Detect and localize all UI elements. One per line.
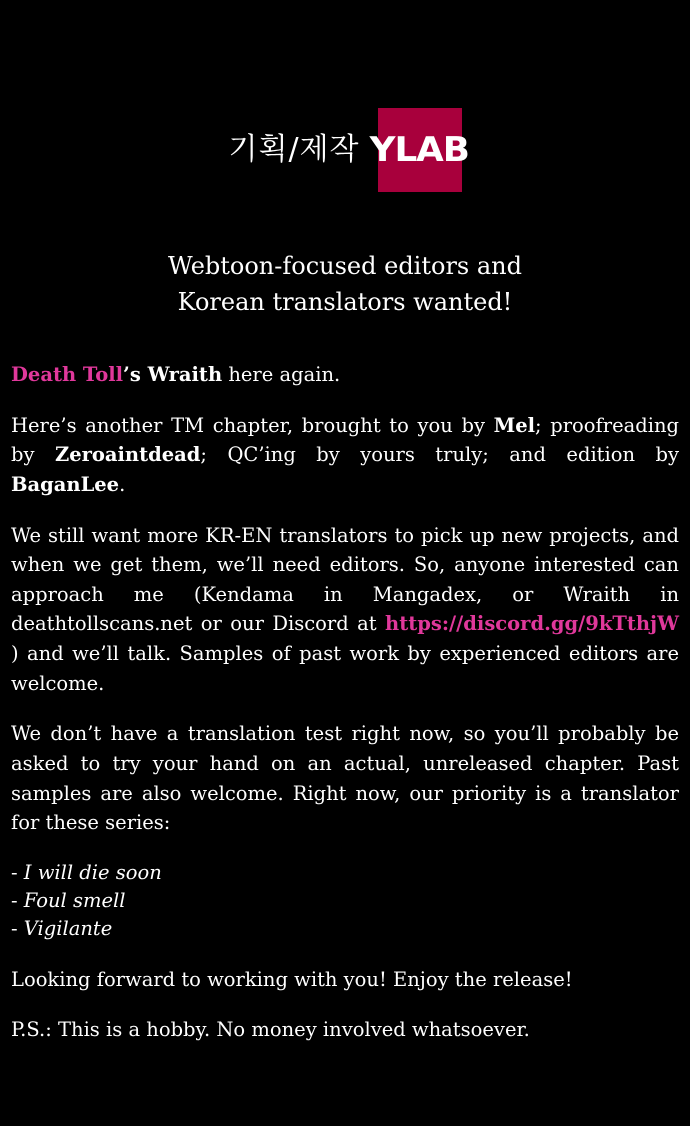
credit-translator: Mel xyxy=(493,413,536,437)
recruit-part-1: We still want more KR-EN translators to pick up new projects, and when we get them, we’ll need editors. So, anyone interested can approach me (Kendama in Mangadex, or Wraith in deathtollscans.net or our Discord at xyxy=(11,523,679,636)
paragraph-test: We don’t have a translation test right now, so you’ll probably be asked to try your hand on an actual, unreleased chapter. Past samples are also welcome. Right now, our priority is a translator for these series: xyxy=(11,722,679,835)
intro-possessive: ’s xyxy=(123,363,148,386)
body-copy xyxy=(11,360,679,1045)
list-item xyxy=(11,859,679,887)
list-item xyxy=(11,915,679,943)
list-dash: - xyxy=(11,889,24,913)
credits-prefix: Here’s another TM chapter, brought to you by xyxy=(11,413,494,437)
credits-mid-2: ; QC’ing by yours truly; and edition by xyxy=(200,443,679,467)
publisher-credit-row xyxy=(0,0,690,192)
paragraph-closing: Looking forward to working with you! Enjoy the release! xyxy=(11,967,573,991)
ylab-logo-text: YLAB xyxy=(369,130,470,170)
recruit-part-2: ) and we’ll talk. Samples of past work by experienced editors are welcome. xyxy=(11,642,679,695)
headline-line-1: Webtoon-focused editors and xyxy=(167,252,522,280)
paragraph-intro xyxy=(11,360,679,390)
series-title: I will die soon xyxy=(23,860,162,884)
series-title: Vigilante xyxy=(23,917,113,941)
series-title: Foul smell xyxy=(23,889,126,913)
series-list xyxy=(11,859,679,944)
credits-mid-1: ; proofreading by xyxy=(11,413,679,467)
credit-editor: BaganLee xyxy=(11,472,120,496)
list-item xyxy=(11,887,679,915)
intro-rest: here again. xyxy=(222,363,341,386)
paragraph-ps: P.S.: This is a hobby. No money involved whatsoever. xyxy=(11,1018,530,1042)
discord-link[interactable]: https://discord.gg/9kTthjW xyxy=(385,612,679,636)
ylab-logo xyxy=(369,108,470,192)
headline xyxy=(0,248,690,320)
author-name: Wraith xyxy=(147,363,223,386)
credit-proofreader: Zeroaintdead xyxy=(54,443,201,467)
paragraph-credits xyxy=(11,411,679,500)
publisher-credit-label: 기획/제작 xyxy=(228,132,360,167)
credits-suffix: . xyxy=(119,472,126,496)
list-dash: - xyxy=(11,917,24,941)
paragraph-recruit xyxy=(11,521,679,699)
headline-line-2: Korean translators wanted! xyxy=(177,288,513,316)
list-dash: - xyxy=(11,860,24,884)
group-name: Death Toll xyxy=(11,363,124,386)
